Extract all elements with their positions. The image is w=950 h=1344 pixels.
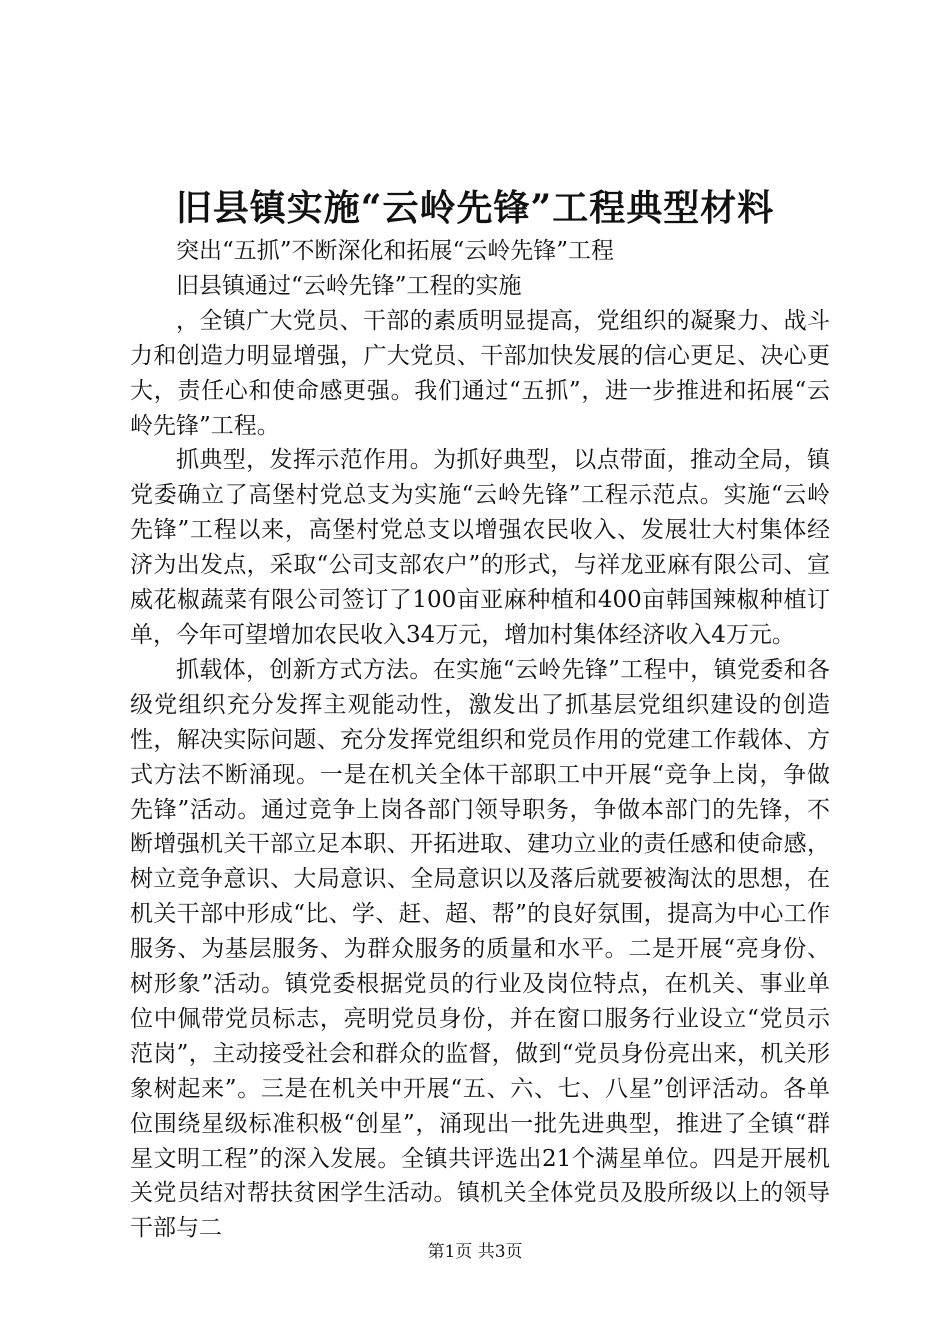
document-title: 旧县镇实施“云岭先锋”工程典型材料 xyxy=(175,187,775,229)
paragraph-typical: 抓典型，发挥示范作用。为抓好典型，以点带面，推动全局，镇党委确立了高堡村党总支为实施“云岭先锋”工程示范点。实施“云岭先锋”工程以来，高堡村党总支以增强农民收入、发展壮大村集体经济为出发点，采取“公司支部农户”的形式，与祥龙亚麻有限公司、宣威花椒蔬菜有限公司签订了100亩亚麻种植和400亩韩国辣椒种植订单，今年可望增加农民收入34万元，增加村集体经济收入4万元。 xyxy=(130,447,830,648)
paragraph-subtitle: 突出“五抓”不断深化和拓展“云岭先锋”工程 xyxy=(176,238,615,264)
page-footer: 第1页 共3页 xyxy=(427,1242,523,1262)
document-body xyxy=(130,234,830,1246)
paragraph-intro: 旧县镇通过“云岭先锋”工程的实施 xyxy=(176,272,522,299)
paragraph-carrier: 抓载体，创新方式方法。在实施“云岭先锋”工程中，镇党委和各级党组织充分发挥主观能动性，激发出了抓基层党组织建设的创造性，解决实际问题、充分发挥党组织和党员作用的党建工作载体、方式方法不断涌现。一是在机关全体干部职工中开展“竞争上岗，争做先锋”活动。通过竞争上岗各部门领导职务，争做本部门的先锋，不断增强机关干部立足本职、开拓进取、建功立业的责任感和使命感，树立竞争意识、大局意识、全局意识以及落后就要被淘汰的思想，在机关干部中形成“比、学、赶、超、帮”的良好氛围，提高为中心工作服务、为基层服务、为群众服务的质量和水平。二是开展“亮身份、树形象”活动。镇党委根据党员的行业及岗位特点，在机关、事业单位中佩带党员标志，亮明党员身份，并在窗口服务行业设立“党员示范岗”，主动接受社会和群众的监督，做到“党员身份亮出来，机关形象树起来”。三是在机关中开展“五、六、七、八星”创评活动。各单位围绕星级标准积极“创星”，涌现出一批先进典型，推进了全镇“群星文明工程”的深入发展。全镇共评选出21个满星单位。四是开展机关党员结对帮扶贫困学生活动。镇机关全体党员及股所级以上的领导干部与二 xyxy=(130,656,830,1242)
paragraph-intro-continued: ，全镇广大党员、干部的素质明显提高，党组织的凝聚力、战斗力和创造力明显增强，广大党员、干部加快发展的信心更足、决心更大，责任心和使命感更强。我们通过“五抓”，进一步推进和拓展“云岭先锋”工程。 xyxy=(130,307,830,439)
